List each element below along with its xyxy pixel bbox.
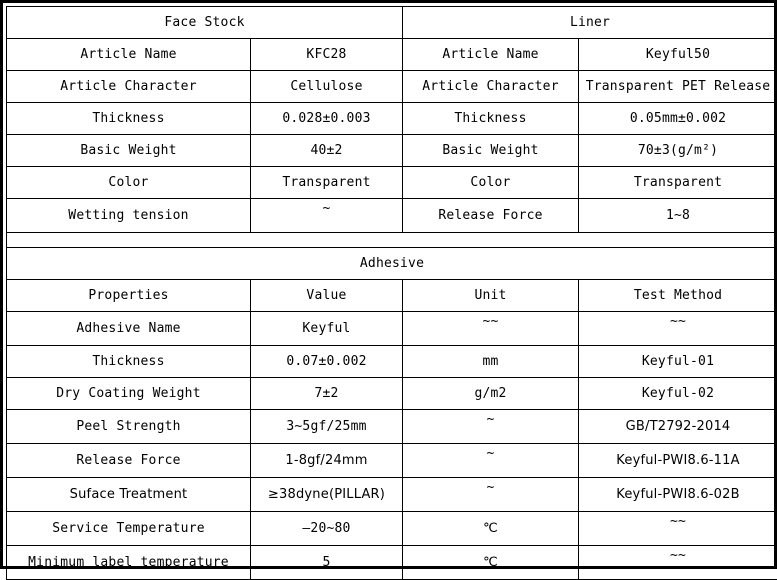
adhesive-property: Minimum label temperature [7,546,251,580]
spacer-cell [7,233,777,248]
face-stock-header: Face Stock [7,7,403,39]
liner-value: 0.05mm±0.002 [579,103,777,135]
table-row [7,71,777,103]
adhesive-value: ≥38dyne(PILLAR) [251,478,403,512]
face-stock-value: Cellulose [251,71,403,103]
adhesive-method: ~~ [579,512,777,546]
section-header-row [7,7,777,39]
adhesive-method: Keyful-PWI8.6-11A [579,444,777,478]
adhesive-method: Keyful-02 [579,378,777,410]
adhesive-property: Service Temperature [7,512,251,546]
face-stock-label: Color [7,167,251,199]
adhesive-value: 0.07±0.002 [251,346,403,378]
adhesive-unit: ~ [403,444,579,478]
liner-label: Color [403,167,579,199]
adhesive-unit: mm [403,346,579,378]
adhesive-method: GB/T2792-2014 [579,410,777,444]
adhesive-value: 3~5gf/25mm [251,410,403,444]
liner-value: 1~8 [579,199,777,233]
liner-value: Transparent [579,167,777,199]
liner-value: Transparent PET Release [579,71,777,103]
adhesive-property: Peel Strength [7,410,251,444]
table-row [7,135,777,167]
adhesive-unit: ~ [403,410,579,444]
table-row [7,39,777,71]
adhesive-method: ~~ [579,312,777,346]
adhesive-value: 1-8gf/24mm [251,444,403,478]
adhesive-property: Adhesive Name [7,312,251,346]
face-stock-label: Article Character [7,71,251,103]
face-stock-label: Article Name [7,39,251,71]
adhesive-header: Adhesive [7,248,777,280]
adhesive-unit: ~~ [403,312,579,346]
adhesive-property: Release Force [7,444,251,478]
adhesive-unit: g/m2 [403,378,579,410]
spec-table [6,6,777,580]
table-row [7,444,777,478]
spacer-row [7,233,777,248]
face-stock-value: ~ [251,199,403,233]
adhesive-value: Keyful [251,312,403,346]
adhesive-property: Dry Coating Weight [7,378,251,410]
liner-label: Thickness [403,103,579,135]
adhesive-unit: ℃ [403,546,579,580]
table-row [7,103,777,135]
column-header-properties: Properties [7,280,251,312]
face-stock-label: Wetting tension [7,199,251,233]
table-row [7,478,777,512]
liner-label: Article Name [403,39,579,71]
table-row [7,546,777,580]
table-row [7,346,777,378]
table-row [7,410,777,444]
section-header-row [7,248,777,280]
adhesive-unit: ~ [403,478,579,512]
liner-label: Release Force [403,199,579,233]
face-stock-label: Basic Weight [7,135,251,167]
liner-value: Keyful50 [579,39,777,71]
face-stock-value: Transparent [251,167,403,199]
column-header-value: Value [251,280,403,312]
table-row [7,512,777,546]
table-row [7,199,777,233]
adhesive-value: 7±2 [251,378,403,410]
adhesive-value: —20~80 [251,512,403,546]
liner-header: Liner [403,7,777,39]
liner-value: 70±3(g/m²) [579,135,777,167]
table-row [7,378,777,410]
table-row [7,312,777,346]
table-row [7,167,777,199]
face-stock-value: 0.028±0.003 [251,103,403,135]
adhesive-method: ~~ [579,546,777,580]
face-stock-value: 40±2 [251,135,403,167]
adhesive-method: Keyful-01 [579,346,777,378]
face-stock-value: KFC28 [251,39,403,71]
adhesive-property: Thickness [7,346,251,378]
column-header-test-method: Test Method [579,280,777,312]
column-header-row [7,280,777,312]
liner-label: Article Character [403,71,579,103]
face-stock-label: Thickness [7,103,251,135]
adhesive-value: 5 [251,546,403,580]
liner-label: Basic Weight [403,135,579,167]
adhesive-method: Keyful-PWI8.6-02B [579,478,777,512]
adhesive-property: Suface Treatment [7,478,251,512]
adhesive-unit: ℃ [403,512,579,546]
column-header-unit: Unit [403,280,579,312]
